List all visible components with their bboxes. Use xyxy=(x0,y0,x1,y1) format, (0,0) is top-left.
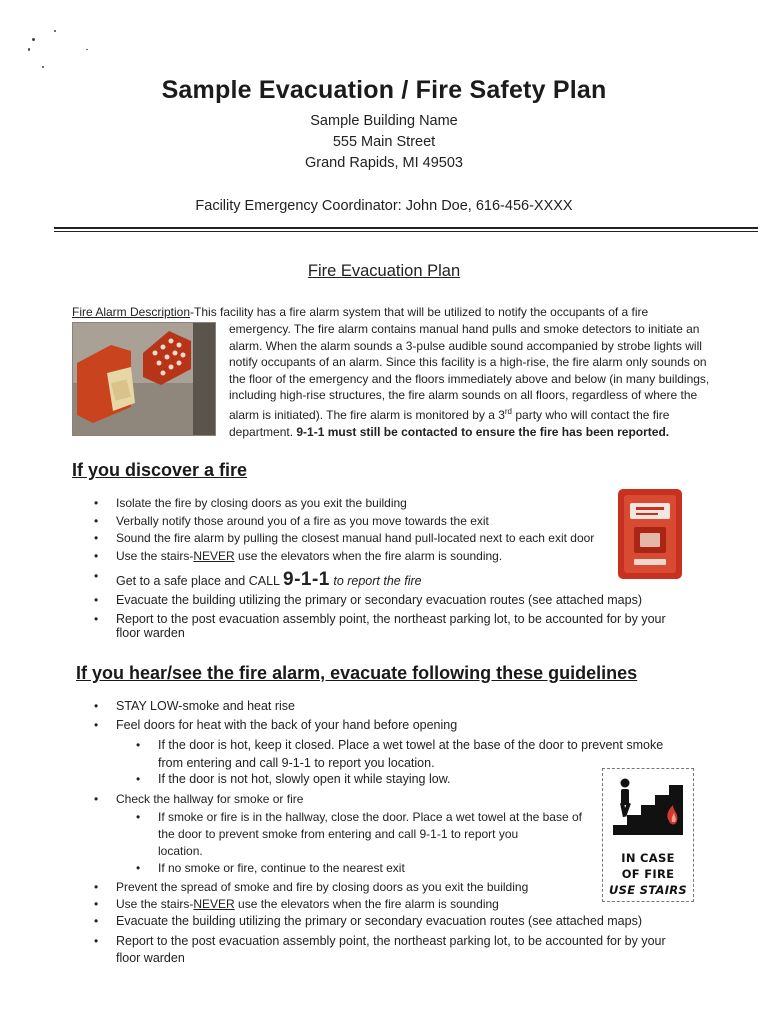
list-item: • Evacuate the building utilizing the primary or secondary evacuation routes (see attached maps) xyxy=(116,593,716,612)
pull-station-graphic xyxy=(616,487,684,581)
emergency-coordinator: Facility Emergency Coordinator: John Doe, 616-456-XXXX xyxy=(195,198,573,214)
header-divider-thin xyxy=(54,231,758,232)
alarm-line: the floor of the emergency and the floors immediately above and below (in many buildings, xyxy=(229,371,710,386)
list-item: • If the door is not hot, slowly open it while staying low. xyxy=(158,772,718,790)
list-item: • Get to a safe place and CALL 9-1-1 to report the fire xyxy=(116,569,716,593)
alarm-description-label: Fire Alarm Description xyxy=(72,305,191,319)
alarm-guidelines-sublist-hallway xyxy=(158,809,598,879)
list-item: • Verbally notify those around you of a fire as you move towards the exit xyxy=(116,514,716,532)
call-911-note: 9-1-1 must still be contacted to ensure the fire has been reported. xyxy=(296,424,670,439)
alarm-line: alarm is initiated). The fire alarm is monitored by a 3rd party who will contact the fire xyxy=(229,406,670,422)
list-item: • If smoke or fire is in the hallway, close the door. Place a wet towel at the base of the door to prevent smoke from entering and call 9-1-1 to report you location. xyxy=(158,809,598,861)
list-item: • Sound the fire alarm by pulling the closest manual hand pull-located next to each exit door xyxy=(116,531,716,549)
city-address: Grand Rapids, MI 49503 xyxy=(305,155,463,171)
fire-alarm-photo-graphic xyxy=(73,323,215,435)
list-item: • Evacuate the building utilizing the primary or secondary evacuation routes (see attached maps) xyxy=(116,914,716,933)
fire-pull-station-image xyxy=(616,487,684,581)
sign-line-3: USE STAIRS xyxy=(608,883,688,897)
alarm-description-text: -This facility has a fire alarm system that will be utilized to notify the occupants of a fire xyxy=(190,305,649,319)
street-address: 555 Main Street xyxy=(332,134,436,150)
section-title: Fire Evacuation Plan xyxy=(307,262,461,280)
alarm-description-first-line xyxy=(72,304,712,321)
list-item: • STAY LOW-smoke and heat rise xyxy=(116,699,716,718)
list-item: • Check the hallway for smoke or fire xyxy=(116,792,596,810)
list-item: • Report to the post evacuation assembly point, the northeast parking lot, to be accounted for by your floor warden xyxy=(116,612,716,629)
scan-specks xyxy=(28,30,98,80)
alarm-guidelines-list-hallway xyxy=(116,792,596,810)
alarm-line: alarm. When the alarm sounds a 3-pulse audible sound accompanied by strobe lights will xyxy=(229,338,702,353)
alarm-line: including high-rise structures, the fire alarm sounds on all floors, regardless of where the xyxy=(229,388,698,403)
discover-fire-heading: If you discover a fire xyxy=(72,460,248,480)
alarm-guidelines-list xyxy=(116,699,716,736)
list-item: • If no smoke or fire, continue to the nearest exit xyxy=(158,861,598,879)
building-name: Sample Building Name xyxy=(310,113,458,129)
list-item: • Isolate the fire by closing doors as you exit the building xyxy=(116,496,716,514)
list-item: • Feel doors for heat with the back of your hand before opening xyxy=(116,718,716,736)
sign-line-2: OF FIRE xyxy=(621,867,675,881)
alarm-line: notify occupants of an alarm. Since this facility is a high-rise, the fire alarm only sounds on xyxy=(229,355,707,370)
stairs-pictogram xyxy=(603,769,693,847)
list-item: • Report to the post evacuation assembly point, the northeast parking lot, to be accounted for by your floor warden xyxy=(116,933,716,969)
fire-alarm-photo xyxy=(72,322,216,436)
document-title: Sample Evacuation / Fire Safety Plan xyxy=(161,76,607,104)
header-divider xyxy=(54,227,758,229)
sign-line-1: IN CASE xyxy=(621,851,675,865)
use-stairs-sign xyxy=(602,768,694,902)
list-item: • Use the stairs-NEVER use the elevators when the fire alarm is sounding xyxy=(116,897,716,914)
list-item: • Prevent the spread of smoke and fire by closing doors as you exit the building xyxy=(116,880,716,897)
alarm-line: emergency. The fire alarm contains manual hand pulls and smoke detectors to initiate an xyxy=(229,322,700,336)
alarm-line: department. 9-1-1 must still be contacted to ensure the fire has been reported. xyxy=(229,424,670,439)
alarm-guidelines-heading: If you hear/see the fire alarm, evacuate following these guidelines xyxy=(76,663,638,683)
alarm-description-body xyxy=(229,321,729,440)
list-item: • Use the stairs-NEVER use the elevators when the fire alarm is sounding. xyxy=(116,549,716,569)
emergency-number: 9-1-1 xyxy=(283,568,330,590)
list-item: • If the door is hot, keep it closed. Place a wet towel at the base of the door to prevent smoke from entering and call 9-1-1 to report you location. xyxy=(158,736,718,772)
